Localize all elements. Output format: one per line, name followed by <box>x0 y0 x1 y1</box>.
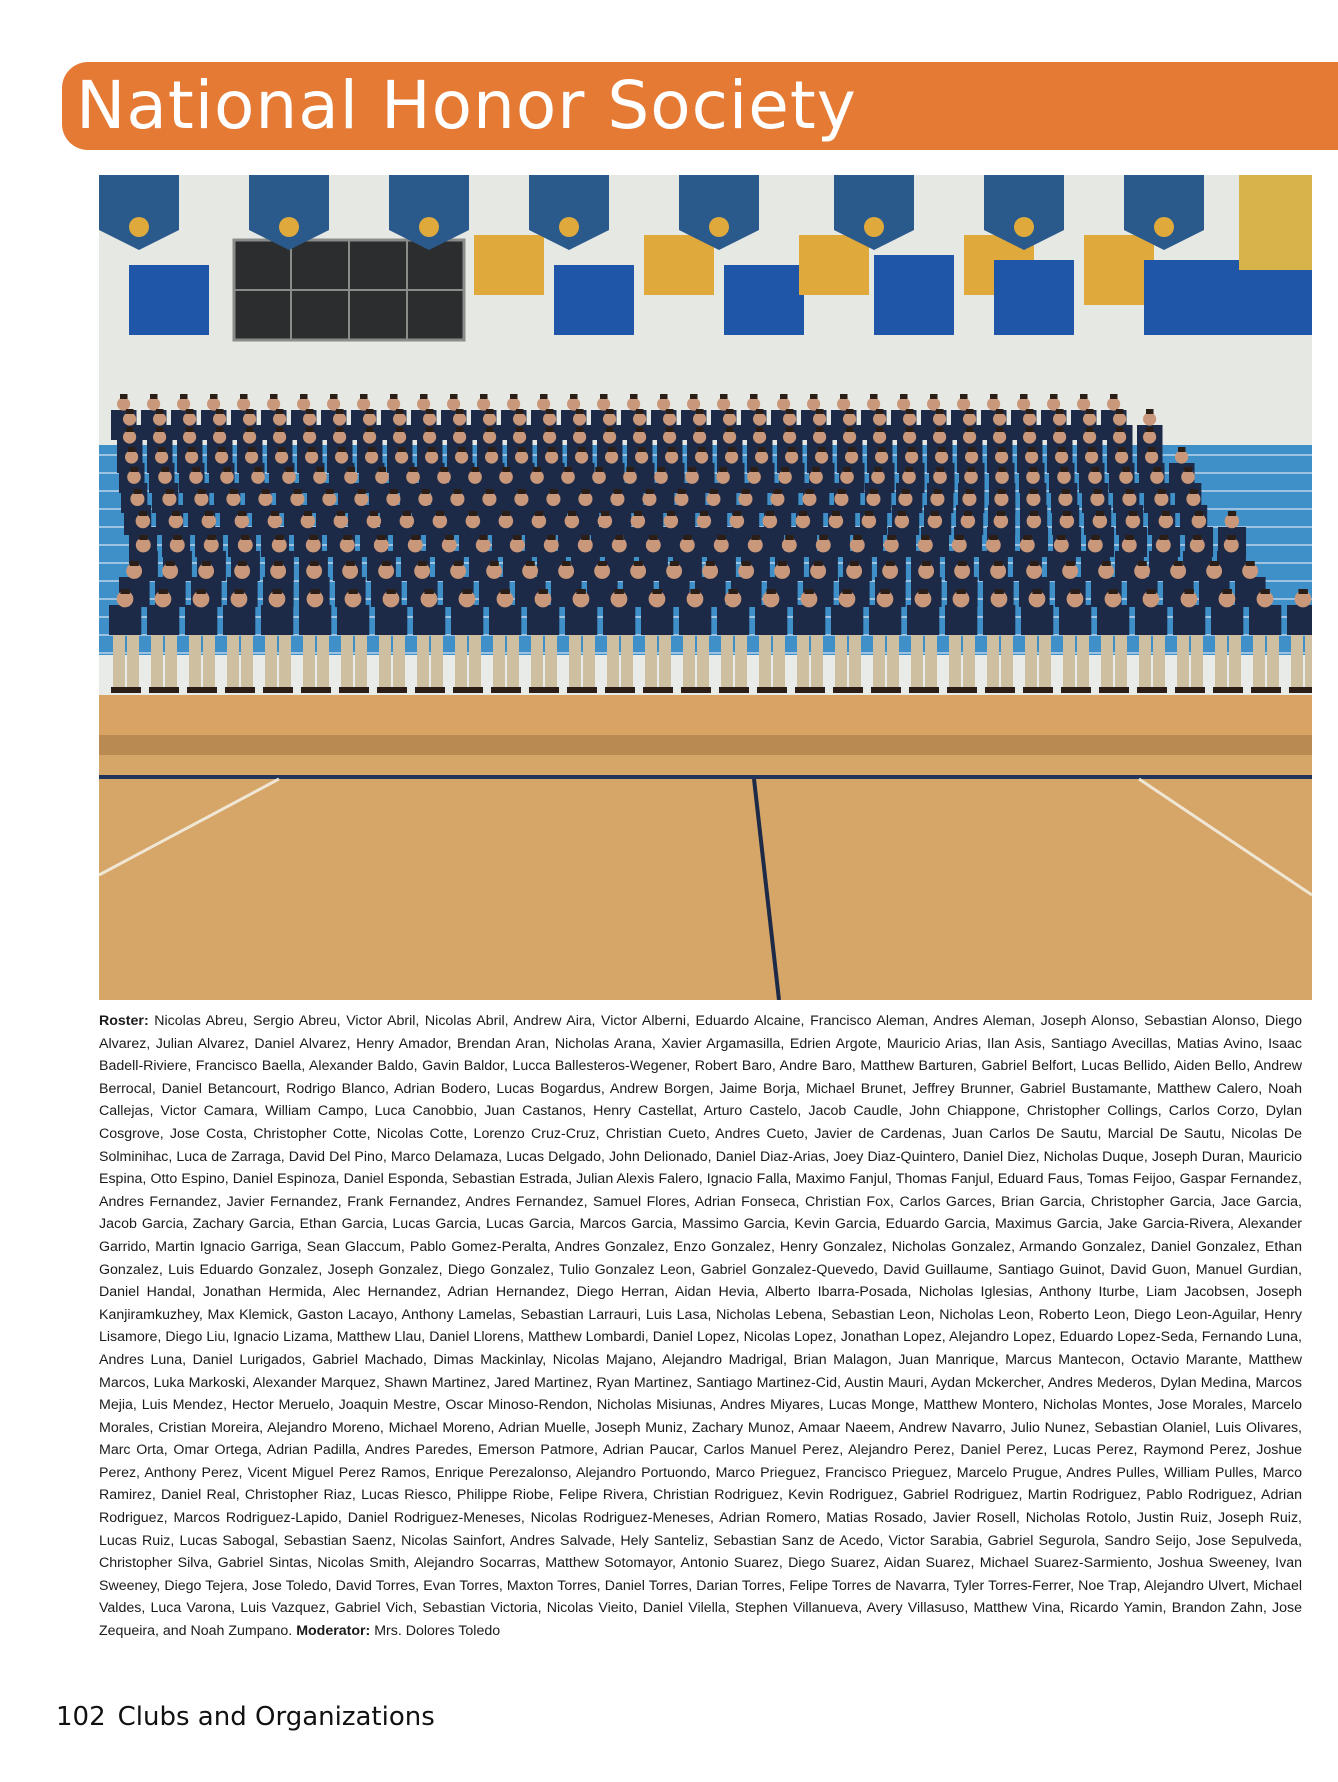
header-banner <box>62 62 1338 150</box>
roster-text <box>99 1010 1302 1643</box>
group-photo <box>99 175 1312 1000</box>
moderator-label: Moderator: <box>296 1623 371 1640</box>
page-number: 102 <box>56 1702 106 1732</box>
roster-names: Nicolas Abreu, Sergio Abreu, Victor Abril, Nicolas Abril, Andrew Aira, Victor Alberni, Eduardo Alcaine, Francisco Aleman, Andres Aleman, Joseph Alonso, Sebastian Alonso, Diego Alvarez, Julian Alvarez, Daniel Alvarez, Henry Amador, Brendan Aran, Nicholas Arana, Xavier Argamasilla, Edrien Argote, Mauricio Arias, Ilan Asis, Santiago Avecillas, Matias Avino, Isaac Badell-Riviere, Francisco Baella, Alexander Baldo, Gavin Baldor, Lucca Ballesteros-Wegener, Robert Baro, Andre Baro, Matthew Barturen, Gabriel Belfort, Lucas Bellido, Aiden Bello, Andrew Berrocal, Daniel Betancourt, Rodrigo Blanco, Adrian Bodero, Lucas Bogardus, Andrew Borgen, Jaime Borja, Michael Brunet, Jeffrey Brunner, Gabriel Bustamante, Matthew Calero, Noah Callejas, Victor Camara, William Campo, Luca Canobbio, Juan Castanos, Henry Castellat, Arturo Castelo, Jacob Caudle, John Chiappone, Christopher Collings, Carlos Corzo, Dylan Cosgrove, Jose Costa, Christopher Cotte, Nicolas Cotte, Lorenzo Cruz-Cruz, Christian Cueto, Andres Cueto, Javier de Cardenas, Juan Carlos De Sautu, Marcial De Sautu, Nicolas De Solminihac, Luca de Zarraga, David Del Pino, Marco Delamaza, Lucas Delgado, John Delionado, Daniel Diaz-Arias, Joey Diaz-Quintero, Daniel Diez, Nicholas Duque, Joseph Duran, Mauricio Espina, Otto Espino, Daniel Espinoza, Daniel Esponda, Sebastian Estrada, Julian Alexis Falero, Ignacio Falla, Maximo Fanjul, Thomas Fanjul, Eduard Faus, Tomas Feijoo, Gaspar Fernandez, Andres Fernandez, Javier Fernandez, Frank Fernandez, Andres Fernandez, Samuel Flores, Adrian Fonseca, Christian Fox, Carlos Garces, Brian Garcia, Christopher Garcia, Jace Garcia, Jacob Garcia, Zachary Garcia, Ethan Garcia, Lucas Garcia, Lucas Garcia, Marcos Garcia, Massimo Garcia, Kevin Garcia, Eduardo Garcia, Maximus Garcia, Jake Garcia-Rivera, Alexander Garrido, Martin Ignacio Garriga, Sean Glaccum, Pablo Gomez-Peralta, Andres Gonzalez, Enzo Gonzalez, Henry Gonzalez, Nicholas Gonzalez, Armando Gonzalez, Daniel Gonzalez, Ethan Gonzalez, Luis Eduardo Gonzalez, Joseph Gonzalez, Diego Gonzalez, Tulio Gonzalez Leon, Gabriel Gonzalez-Quevedo, David Guillaume, Santiago Guinot, David Guon, Manuel Gurdian, Daniel Handal, Jonathan Hermida, Alec Hernandez, Adrian Hernandez, Diego Herran, Aidan Hevia, Alberto Ibarra-Posada, Nicholas Iglesias, Anthony Iturbe, Liam Jacobsen, Joseph Kanjiramkuzhey, Max Klemick, Gaston Lacayo, Anthony Lamelas, Sebastian Larrauri, Luis Lasa, Nicholas Lebena, Sebastian Leon, Nicholas Leon, Roberto Leon, Diego Leon-Aguilar, Henry Lisamore, Diego Liu, Ignacio Lizama, Matthew Llau, Daniel Llorens, Matthew Lombardi, Daniel Lopez, Nicolas Lopez, Jonathan Lopez, Alejandro Lopez, Eduardo Lopez-Seda, Fernando Luna, Andres Luna, Daniel Lurigados, Gabriel Machado, Dimas Mackinlay, Nicolas Majano, Alejandro Madrigal, Brian Malagon, Juan Manrique, Marcus Mantecon, Octavio Marante, Matthew Marcos, Luka Markoski, Alexander Marquez, Shawn Martinez, Jared Martinez, Ryan Martinez, Santiago Martinez-Cid, Austin Mauri, Aydan Mckercher, Andres Mederos, Dylan Medina, Marcos Mejia, Luis Mendez, Hector Meruelo, Joaquin Mestre, Oscar Minoso-Rendon, Nicholas Misiunas, Andres Miyares, Lucas Monge, Matthew Montero, Nicholas Montes, Jose Morales, Marcelo Morales, Cristian Moreira, Alejandro Moreno, Michael Moreno, Adrian Muelle, Joseph Muniz, Zachary Munoz, Amaar Naeem, Andrew Navarro, Julio Nunez, Sebastian Olaniel, Luis Olivares, Marc Orta, Omar Ortega, Adrian Padilla, Andres Paredes, Emerson Patmore, Adrian Paucar, Carlos Manuel Perez, Alejandro Perez, Daniel Perez, Lucas Perez, Raymond Perez, Joshue Perez, Anthony Perez, Vicent Miguel Perez Ramos, Enrique Perezalonso, Alejandro Portuondo, Marco Prieguez, Francisco Prieguez, Marcelo Prugue, Andres Pulles, William Pulles, Marco Ramirez, Daniel Real, Christopher Riaz, Lucas Riesco, Philippe Riobe, Felipe Rivera, Christian Rodriguez, Kevin Rodriguez, Gabriel Rodriguez, Martin Rodriguez, Pablo Rodriguez, Adrian Rodriguez, Marcos Rodriguez-Lapido, Daniel Rodriguez-Meneses, Nicolas Rodriguez-Meneses, Adrian Romero, Matias Rosado, Javier Rosell, Nicholas Rotolo, Justin Ruiz, Joseph Ruiz, Lucas Ruiz, Lucas Sabogal, Sebastian Saenz, Nicolas Sainfort, Andres Salvade, Hely Santeliz, Sebastian Sanz de Acedo, Victor Sarabia, Gabriel Segurola, Sandro Seijo, Jose Sepulveda, Christopher Silva, Gabriel Sintas, Nicolas Smith, Alejandro Socarras, Matthew Sotomayor, Antonio Suarez, Diego Suarez, Aidan Suarez, Michael Suarez-Sarmiento, Joshua Sweeney, Ivan Sweeney, Diego Tejera, Jose Toledo, David Torres, Evan Torres, Maxton Torres, Daniel Torres, Darian Torres, Felipe Torres de Navarra, Tyler Torres-Ferrer, Noe Trap, Alejandro Ulvert, Michael Valdes, Luca Varona, Luis Vazquez, Gabriel Vich, Sebastian Victoria, Nicolas Vieito, Daniel Vilella, Stephen Villanueva, Avery Villasuso, Matthew Vina, Ricardo Yamin, Brandon Zahn, Jose Zequeira, and Noah Zumpano. <box>99 1013 1302 1640</box>
page-footer <box>56 1700 435 1734</box>
moderator-name: Mrs. Dolores Toledo <box>374 1623 501 1640</box>
page-title: National Honor Society <box>76 67 857 144</box>
roster-label: Roster: <box>99 1013 149 1029</box>
section-title: Clubs and Organizations <box>117 1702 435 1732</box>
